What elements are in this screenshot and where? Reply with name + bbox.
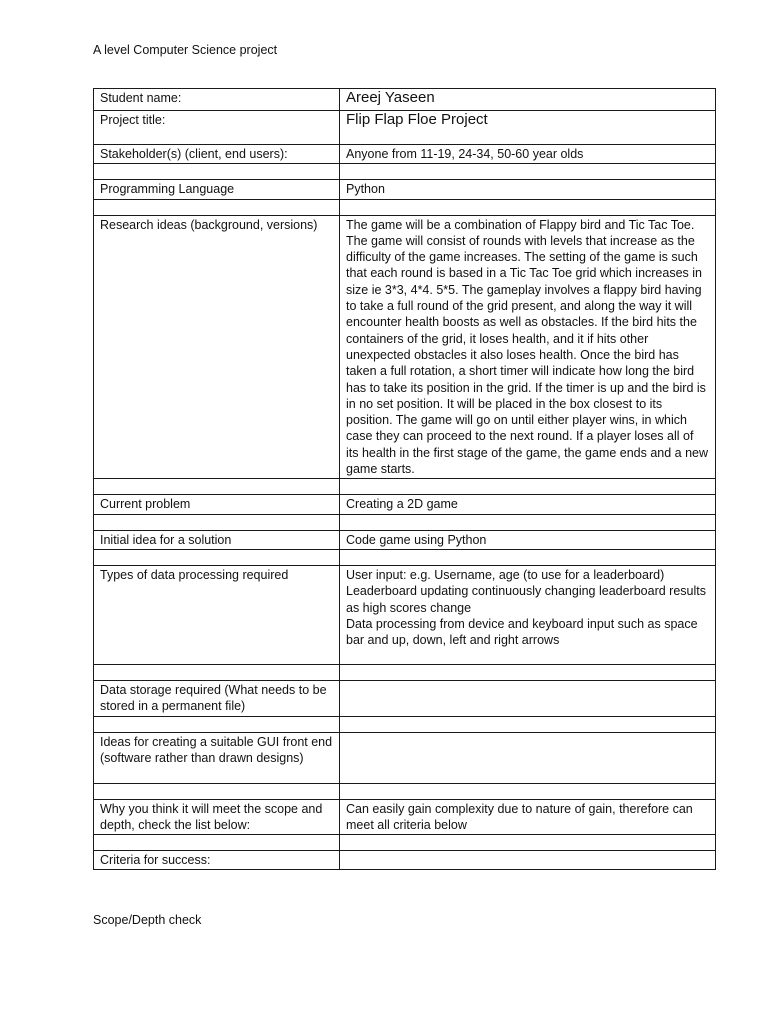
project-title-value: Flip Flap Floe Project: [340, 111, 716, 145]
spacer-row: [94, 835, 716, 851]
stakeholders-label: Stakeholder(s) (client, end users):: [94, 145, 340, 164]
spacer-row: [94, 664, 716, 680]
criteria-value: [340, 851, 716, 870]
spacer-row: [94, 479, 716, 495]
document-header: A level Computer Science project: [93, 43, 278, 57]
gui-label: Ideas for creating a suitable GUI front end (software rather than drawn designs): [94, 732, 340, 783]
spacer-row: [94, 164, 716, 180]
table-row: [94, 215, 716, 479]
table-row: [94, 565, 716, 664]
spacer-row: [94, 783, 716, 799]
storage-label: Data storage required (What needs to be stored in a permanent file): [94, 680, 340, 716]
solution-label: Initial idea for a solution: [94, 530, 340, 549]
research-value: The game will be a combination of Flappy bird and Tic Tac Toe. The game will consist of rounds with levels that increase as the difficulty of the game increases. The setting of the game is such that each round is based in a Tic Tac Toe grid which increases in size ie 3*3, 4*4. 5*5. The gameplay involves a flappy bird having to take a full round of the grid present, and along the way it will encounter health boosts as well as obstacles. If the bird hits the containers of the grid, it loses health, and it if hits other unexpected obstacles it also loses health. Once the bird has taken a full rotation, a short timer will indicate how long the bird has to take its position in the grid. If the timer is up and the bird is in no set position. It will be placed in the box closest to its position. The game will go on until either player wins, in which case they can proceed to the next round. If a player loses all of its health in the first stage of the game, the game ends and a new game starts.: [340, 215, 716, 479]
processing-line: User input: e.g. Username, age (to use for a leaderboard): [346, 567, 665, 582]
student-name-label: Student name:: [94, 89, 340, 111]
project-title-label: Project title:: [94, 111, 340, 145]
table-row: [94, 530, 716, 549]
scope-value: Can easily gain complexity due to nature of gain, therefore can meet all criteria below: [340, 799, 716, 835]
language-value: Python: [340, 180, 716, 199]
spacer-row: [94, 199, 716, 215]
problem-label: Current problem: [94, 495, 340, 514]
storage-value: [340, 680, 716, 716]
problem-value: Creating a 2D game: [340, 495, 716, 514]
research-label: Research ideas (background, versions): [94, 215, 340, 479]
spacer-row: [94, 549, 716, 565]
table-row: [94, 495, 716, 514]
spacer-row: [94, 716, 716, 732]
scope-depth-heading: Scope/Depth check: [93, 913, 202, 927]
table-row: [94, 732, 716, 783]
table-row: [94, 111, 716, 145]
table-row: [94, 145, 716, 164]
student-name-value: Areej Yaseen: [340, 89, 716, 111]
criteria-label: Criteria for success:: [94, 851, 340, 870]
table-row: [94, 89, 716, 111]
scope-label: Why you think it will meet the scope and depth, check the list below:: [94, 799, 340, 835]
spacer-row: [94, 514, 716, 530]
table-row: [94, 680, 716, 716]
table-row: [94, 799, 716, 835]
stakeholders-value: Anyone from 11-19, 24-34, 50-60 year olds: [340, 145, 716, 164]
processing-line: Leaderboard updating continuously changing leaderboard results as high scores change: [346, 584, 706, 615]
table-row: [94, 180, 716, 199]
gui-value: [340, 732, 716, 783]
processing-label: Types of data processing required: [94, 565, 340, 664]
table-row: [94, 851, 716, 870]
project-form-table: [93, 88, 716, 870]
language-label: Programming Language: [94, 180, 340, 199]
processing-value: [340, 565, 716, 664]
solution-value: Code game using Python: [340, 530, 716, 549]
processing-line: Data processing from device and keyboard input such as space bar and up, down, left and right arrows: [346, 616, 698, 648]
